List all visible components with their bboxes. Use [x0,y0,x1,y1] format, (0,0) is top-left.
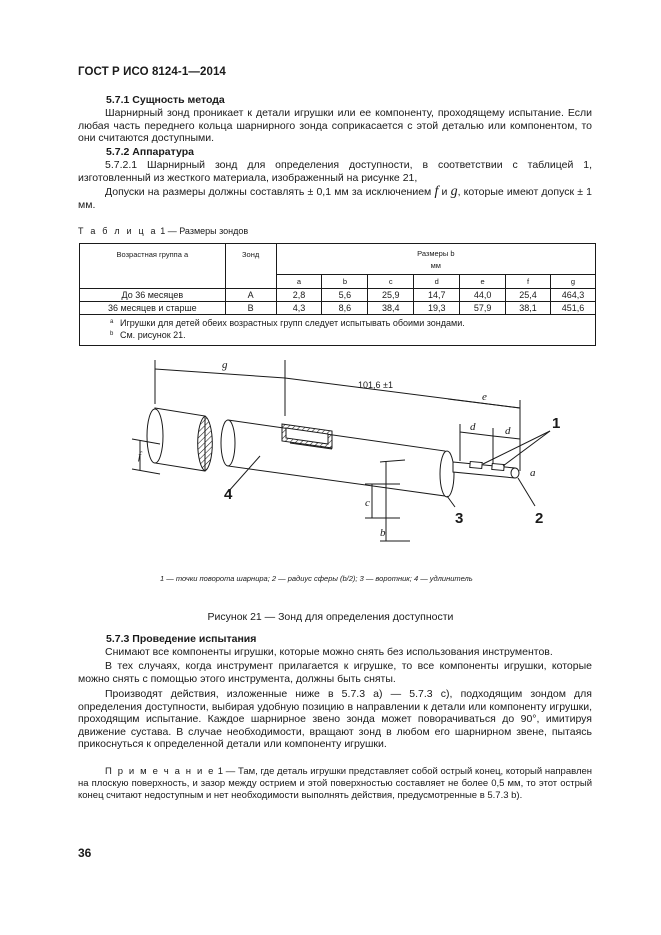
cell-b: 5,6 [322,289,368,302]
subheader-c: c [368,275,414,289]
probe-rod-end [221,420,235,466]
callout-3: 3 [455,510,464,527]
header-probe: Зонд [225,244,276,289]
probe-dimensions-table [79,243,596,346]
section-5-7-3-p2: В тех случаях, когда инструмент прилагается к игрушке, то все компоненты игрушки, которые можно снять с помощью этого инструмента, должны быть сняты. [78,660,592,685]
table-caption-label: Т а б л и ц а [78,226,158,236]
label-b: b [380,527,386,539]
subheader-a: a [276,275,322,289]
table-note-b: b См. рисунок 21. [110,330,186,340]
label-d: d [470,421,476,433]
label-g: g [222,359,228,371]
tolerance-text-end: , которые имеют допуск ± 1 мм. [78,186,592,211]
document-header: ГОСТ Р ИСО 8124-1—2014 [78,66,226,78]
cell-age: 36 месяцев и старше [80,302,226,315]
section-5-7-3-p3: Производят действия, изложенные ниже в 5.7.3 a) — 5.7.3 c), подходящим зондом для определения доступности, выбирая удобную позицию в направлении к детали или компоненту игрушки, проходящим испытание. Каждое шарнирное звено зонда может поворачиваться до 90°, имитируя движение сустава. В случае необходимости, вращают зонд в любом его шарнирном звене, пытаясь прикоснуться к определенной детали или компоненту игрушки. [78,688,592,751]
label-e: e [482,391,487,403]
cell-f: 38,1 [506,302,551,315]
label-101: 101,6 ±1 [358,380,393,390]
cell-a: 4,3 [276,302,322,315]
section-title-5-7-2: 5.7.2 Аппаратура [106,146,194,158]
subheader-f: f [506,275,551,289]
table-caption [78,226,248,236]
section-5-7-1-text: Шарнирный зонд проникает к детали игрушки или ее компоненту, проходящему испытание. Если любая часть переднего кольца шарнирного зонда соприкасается с этой деталью или компонентом, то они считаются доступными. [78,107,592,145]
cell-d: 14,7 [414,289,460,302]
subheader-e: e [460,275,506,289]
table-caption-rest: 1 — Размеры зондов [160,226,249,236]
section-5-7-2-1-text: 5.7.2.1 Шарнирный зонд для определения доступности, в соответствии с таблицей 1, изготовленный из жесткого материала, изображенный на рисунке 21, [78,159,592,184]
cell-e: 44,0 [460,289,506,302]
figure-caption: Рисунок 21 — Зонд для определения доступности [207,611,454,623]
symbol-g: g [450,184,458,199]
tip-joint [470,461,482,468]
collar-ring [440,451,454,497]
leader-line-2 [518,478,535,506]
section-title-5-7-3: 5.7.3 Проведение испытания [106,633,257,645]
dim-line-g [155,369,285,378]
table-row [80,289,596,302]
table-note-a: a Игрушки для детей обеих возрастных групп следует испытывать обоими зондами. [110,318,465,328]
extender-cut-section [198,416,213,471]
cell-probe: A [225,289,276,302]
tip-joint [492,463,504,470]
callout-2: 2 [535,510,544,527]
tip-sphere [511,468,519,478]
header-age-group: Возрастная группа a [80,244,226,289]
header-sizes [276,244,595,275]
tolerance-text-start: Допуски на размеры должны составлять ± 0,1 мм за исключением [105,186,432,198]
cell-f: 25,4 [506,289,551,302]
label-d2: d [505,425,511,437]
tolerance-paragraph [78,186,592,211]
callout-1: 1 [552,415,560,432]
extender-left-end [147,409,163,463]
label-c: c [365,497,370,509]
leader-line-3 [447,496,455,507]
page-number: 36 [78,846,92,860]
probe-drawing [110,356,560,551]
cell-probe: B [225,302,276,315]
table-notes [80,315,596,346]
cell-c: 25,9 [368,289,414,302]
cell-c: 38,4 [368,302,414,315]
table-row [80,302,596,315]
dim-line-d [460,432,493,436]
note-text: 1 — Там, где деталь игрушки представляет собой острый конец, который направлен на плоскую поверхность, и зазор между острием и этой поверхностью составляет не более 0,5 мм, то этот острый конец считают недоступным и нет необходимости выполнять действия, предусмотренные в 5.7.3 b). [78,766,593,801]
probe-main-rod [228,420,445,496]
cell-b: 8,6 [322,302,368,315]
subheader-d: d [414,275,460,289]
symbol-f: f [434,184,439,199]
cell-g: 464,3 [550,289,595,302]
cell-d: 19,3 [414,302,460,315]
cell-g: 451,6 [550,302,595,315]
cell-e: 57,9 [460,302,506,315]
header-sizes-label: Размеры b [417,249,455,258]
figure-legend: 1 — точки поворота шарнира; 2 — радиус сферы (b/2); 3 — воротник; 4 — удлинитель [160,574,473,583]
note-1 [78,766,592,802]
label-f: f [138,450,142,462]
section-5-7-3-p1: Снимают все компоненты игрушки, которые можно снять без использования инструментов. [105,646,553,658]
subheader-g: g [550,275,595,289]
subheader-b: b [322,275,368,289]
header-units: мм [430,261,441,270]
word-and: и [441,186,448,198]
label-a: a [530,467,536,479]
cell-age: До 36 месяцев [80,289,226,302]
cell-a: 2,8 [276,289,322,302]
dim-extension-line [132,469,160,474]
callout-4: 4 [224,486,233,503]
section-title-5-7-1: 5.7.1 Сущность метода [106,94,225,106]
note-label: П р и м е ч а н и е [105,766,216,777]
